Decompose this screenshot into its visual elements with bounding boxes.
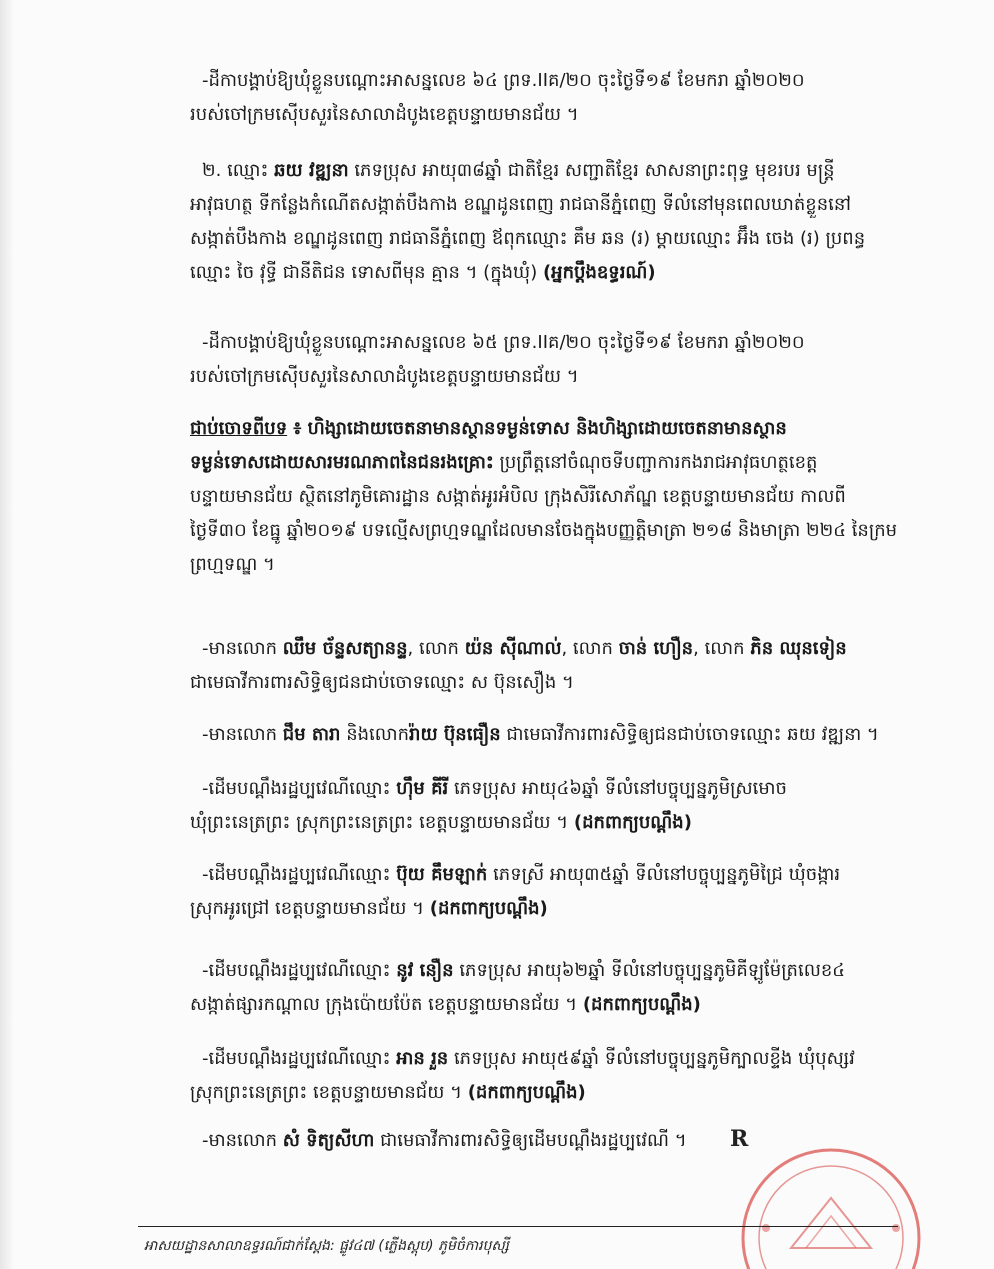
text-line: របស់ចៅក្រមស៊ើបសួរនៃសាលាដំបូងខេត្តបន្ទាយមានជ័យ ។ (190, 366, 579, 387)
text-line: ជាមេធាវីការពារសិទ្ធិឲ្យជនជាប់ចោទឈ្មោះ ស ប៊ុនសឿង ។ (190, 672, 574, 693)
withdrawn-tag: (ដកពាក្យបណ្តឹង) (573, 812, 692, 833)
footer-address: អាសយដ្ឋានសាលាឧទ្ធរណ៍ជាក់ស្តែង: ផ្លូវ៤៧ (ភ្លើងស្តុប) ភូមិចំការបុស្សី (144, 1238, 509, 1254)
text-line: ព្រហ្មទណ្ឌ ។ (190, 554, 275, 575)
civil-party-1 (190, 772, 910, 840)
lawyers-paragraph-2 (190, 718, 910, 752)
civil-party-name: អាន រួន (396, 1048, 449, 1069)
text-line: សង្កាត់បឹងកាង ខណ្ឌដូនពេញ រាជធានីភ្នំពេញ ឪពុកឈ្មោះ គឹម ឆន (រ) ម្ដាយឈ្មោះ អ៊ឹង ចេង (រ) ប្រពន្ធ (190, 228, 866, 249)
text-line: ថ្ងៃទី៣០ ខែធ្នូ ឆ្នាំ២០១៩ បទល្មើសព្រហ្មទណ្ឌដែលមានចែងក្នុងបញ្ញត្តិមាត្រា ២១៨ និងមាត្រា ២២៤ នៃក្រម (190, 520, 898, 541)
lawyer-name: ជឹម តារា (282, 724, 341, 745)
lawyer-name: ឈឹម ច័ន្ទសត្យានន្ទ (282, 638, 408, 659)
text-span: សង្កាត់ផ្សារកណ្តាល ក្រុងប៉ោយប៉ែត ខេត្តបន្ទាយមានជ័យ ។ (190, 994, 583, 1015)
text-line (190, 632, 910, 666)
text-span: ឈ្មោះ ចៃ វុទ្ធី ជានីតិជន ទោសពីមុន គ្មាន ។ (ក្នុងឃុំ) (190, 262, 543, 283)
defendant-2-paragraph (190, 154, 910, 290)
text-span: -មានលោក (202, 724, 283, 745)
signature-initial: R (730, 1126, 749, 1152)
text-span: ភេទប្រុស អាយុ៥៩ឆ្នាំ ទីលំនៅបច្ចុប្បន្នភូមិក្បាលខ្ទីង ឃុំបុស្សវ (448, 1048, 855, 1069)
text-line: -ដីកាបង្គាប់ឱ្យឃុំខ្លួនបណ្តោះអាសន្នលេខ ៦៤ ព្រទ.IIគ/២០ ចុះថ្ងៃទី១៩ ខែមករា ឆ្នាំ២០២០ (202, 70, 805, 91)
page-edge-shadow (0, 0, 14, 1269)
lawyers-paragraph-1 (190, 632, 910, 700)
text-span: ជាមេធាវីការពារសិទ្ធិឲ្យដើមបណ្តឹងរដ្ឋប្បវេណី ។ (374, 1130, 687, 1151)
text-line (190, 772, 910, 806)
text-span: និងលោក (340, 724, 410, 745)
text-line (190, 892, 910, 926)
appellant-tag: (អ្នកប្តឹងឧទ្ធរណ៍) (542, 262, 656, 283)
civil-party-name: ហ៊ឹម គីរី (396, 778, 449, 799)
text-span: ភេទប្រុស អាយុ៦២ឆ្នាំ ទីលំនៅបច្ចុប្បន្នភូមិគីឡូម៉ែត្រលេខ៤ (453, 960, 845, 981)
footer-divider (138, 1226, 898, 1227)
civil-party-3 (190, 954, 910, 1022)
withdrawn-tag: (ដកពាក្យបណ្តឹង) (582, 994, 701, 1015)
lawyer-name: ភិន ឈុនទៀន (750, 638, 847, 659)
text-span: -ដើមបណ្តឹងរដ្ឋប្បវេណីឈ្មោះ (202, 778, 397, 799)
withdrawn-tag: (ដកពាក្យបណ្តឹង) (467, 1082, 586, 1103)
text-line (190, 256, 910, 290)
civil-party-name: ប៊ុយ គឹមឡាក់ (396, 864, 488, 885)
text-span: ៖ ហិង្សាដោយចេតនាមានស្ថានទម្ងន់ទោស និងហិង្សាដោយចេតនាមានស្ថាន (287, 418, 787, 439)
text-span: ភេទស្រី អាយុ៣៥ឆ្នាំ ទីលំនៅបច្ចុប្បន្នភូមិជ្រៃ ឃុំចង្ការ (487, 864, 841, 885)
text-line (190, 412, 910, 446)
order-paragraph-65 (190, 326, 910, 394)
text-span: ប្រព្រឹត្តនៅចំណុចទីបញ្ជាការកងរាជអាវុធហត្ថខេត្ត (493, 452, 818, 473)
text-span: -មានលោក (202, 638, 283, 659)
court-seal-stamp (736, 1128, 926, 1269)
text-span: , លោក (407, 638, 465, 659)
civil-party-name: នូវ នឿន (396, 960, 454, 981)
text-span: ទម្ងន់ទោសដោយសារមរណភាពនៃជនរងគ្រោះ (190, 452, 494, 473)
text-line (190, 154, 910, 188)
text-span: -ដើមបណ្តឹងរដ្ឋប្បវេណីឈ្មោះ (202, 864, 397, 885)
lawyer-name: យ៉ន ស៊ីណាល់ (464, 638, 562, 659)
withdrawn-tag: (ដកពាក្យបណ្តឹង) (429, 898, 548, 919)
charges-heading: ជាប់ចោទពីបទ (190, 418, 288, 439)
text-line: -ដីកាបង្គាប់ឱ្យឃុំខ្លួនបណ្តោះអាសន្នលេខ ៦៥ ព្រទ.IIគ/២០ ចុះថ្ងៃទី១៩ ខែមករា ឆ្នាំ២០២០ (202, 332, 805, 353)
text-span: ស្រុកព្រះនេត្រព្រះ ខេត្តបន្ទាយមានជ័យ ។ (190, 1082, 468, 1103)
text-line: បន្ទាយមានជ័យ ស្ថិតនៅភូមិគោរដ្ឋាន សង្កាត់អូរអំបិល ក្រុងសិរីសោភ័ណ្ឌ ខេត្តបន្ទាយមានជ័យ កាលពី (190, 486, 846, 507)
text-line (190, 718, 910, 752)
text-line (190, 858, 910, 892)
lawyer-name: រ៉ាយ ប៊ុនធឿន (409, 724, 501, 745)
defendant-name: ឆយ វឌ្ឍនា (274, 160, 349, 181)
civil-party-2 (190, 858, 910, 926)
text-line (190, 446, 910, 480)
civil-party-4 (190, 1042, 910, 1110)
text-span: ឃុំព្រះនេត្រព្រះ ស្រុកព្រះនេត្រព្រះ ខេត្តបន្ទាយមានជ័យ ។ (190, 812, 574, 833)
text-span: ជាមេធាវីការពារសិទ្ធិឲ្យជនជាប់ចោទឈ្មោះ ឆយ វឌ្ឍនា ។ (500, 724, 879, 745)
text-span: ភេទប្រុស អាយុ៣៨ឆ្នាំ ជាតិខ្មែរ សញ្ជាតិខ្មែរ សាសនាព្រះពុទ្ធ មុខរបរ មន្ត្រី (348, 160, 835, 181)
text-span: -មានលោក (202, 1130, 283, 1151)
text-line (190, 806, 910, 840)
text-span: -ដើមបណ្តឹងរដ្ឋប្បវេណីឈ្មោះ (202, 1048, 397, 1069)
text-line (190, 1076, 910, 1110)
text-line (190, 988, 910, 1022)
text-span: -ដើមបណ្តឹងរដ្ឋប្បវេណីឈ្មោះ (202, 960, 397, 981)
text-line (190, 1042, 910, 1076)
lawyer-name: សំ ទិត្យសីហា (282, 1130, 375, 1151)
text-line: របស់ចៅក្រមស៊ើបសួរនៃសាលាដំបូងខេត្តបន្ទាយមានជ័យ ។ (190, 104, 579, 125)
text-span: ស្រុកអូរជ្រៅ ខេត្តបន្ទាយមានជ័យ ។ (190, 898, 430, 919)
lawyer-name: ចាន់ ហឿន (618, 638, 694, 659)
text-span: ភេទប្រុស អាយុ៤៦ឆ្នាំ ទីលំនៅបច្ចុប្បន្នភូមិស្រមោច (448, 778, 787, 799)
text-line: អាវុធហត្ថ ទីកន្លែងកំណើតសង្កាត់បឹងកាង ខណ្ឌដូនពេញ រាជធានីភ្នំពេញ ទីលំនៅមុនពេលឃាត់ខ្លួននៅ (190, 194, 851, 215)
text-span: , លោក (693, 638, 751, 659)
text-span: ២. ឈ្មោះ (202, 160, 275, 181)
charges-paragraph (190, 412, 910, 582)
text-line (190, 954, 910, 988)
order-paragraph-64 (190, 64, 910, 132)
text-span: , លោក (561, 638, 619, 659)
